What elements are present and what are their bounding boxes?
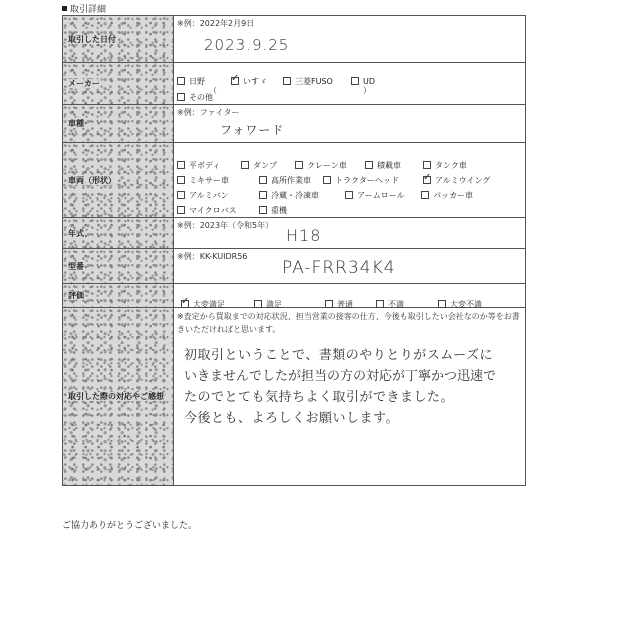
section-title: 取引詳細 [70,5,107,15]
field-impression[interactable] [174,308,526,486]
check-mark-icon: ✓ [423,172,432,183]
check-mark-icon: ✓ [181,296,190,307]
example-type: ※例：KK-KUIDR56 [177,252,248,261]
field-date[interactable] [174,16,526,63]
row-year [63,218,526,249]
impression-line: いきませんでしたが担当の方の対応が丁寧かつ迅速で [184,369,497,384]
option-body-microbus[interactable]: マイクロバス [177,205,259,216]
impression-line: たのでとても気持ちよく取引ができました。 [184,390,455,405]
option-body-mixer[interactable]: ミキサー車 [177,175,259,186]
other-paren-close: ） [363,86,371,95]
value-type: PA-FRR34K4 [282,258,396,278]
option-body-aerial[interactable]: 高所作業車 [259,175,323,186]
row-maker [63,63,526,105]
row-date [63,16,526,63]
option-maker-hino[interactable]: 日野 [177,76,231,87]
body-options-line4 [177,198,287,217]
checkbox[interactable] [259,206,267,214]
option-rating-neutral[interactable]: 普通 [325,299,376,310]
option-body-packer[interactable]: パッカー車 [421,190,473,201]
checkbox[interactable] [177,206,185,214]
option-body-heavy-machinery[interactable]: 重機 [259,205,287,216]
field-body [174,143,526,218]
row-type [63,249,526,284]
option-body-aluminum-van[interactable]: アルミバン [177,190,259,201]
section-header [62,2,106,15]
impression-line: 初取引ということで、書類のやりとりがスムーズに [184,348,493,363]
transaction-detail-form [62,15,526,486]
field-type[interactable] [174,249,526,284]
option-body-carrier[interactable]: 積載車 [365,160,423,171]
label-rating: 評価 [63,284,174,308]
option-body-tractor[interactable]: トラクターヘッド [323,175,423,186]
option-maker-mitsubishi[interactable]: 三菱FUSO [283,76,351,87]
option-body-tank[interactable]: タンク車 [423,160,467,171]
checkbox[interactable] [177,77,185,85]
checkbox[interactable] [283,77,291,85]
checkbox[interactable] [177,93,185,101]
check-mark-icon: ✓ [231,73,240,84]
option-body-crane[interactable]: クレーン車 [295,160,365,171]
option-maker-isuzu[interactable]: ✓ いすゞ [231,73,267,86]
example-date: ※例：2022年2月9日 [177,19,255,28]
impression-instruction: ※査定から買取までの対応状況、担当営業の接客の仕方、今後も取引したい会社なのか等をお書きいただければと思います。 [177,312,520,334]
row-rating [63,284,526,308]
value-year: H18 [286,226,322,245]
option-rating-very-unsatisfied[interactable]: 大変不満 [438,299,482,310]
label-model: 車種 [63,105,174,143]
option-body-dump[interactable]: ダンプ [241,160,295,171]
row-impression [63,308,526,486]
option-body-refrigerated[interactable]: 冷蔵・冷凍車 [259,190,345,201]
field-rating [174,284,526,308]
row-model [63,105,526,143]
impression-line: 今後とも、よろしくお願いします。 [184,411,399,426]
footer-thanks: ご協力ありがとうございました。 [62,521,198,531]
other-paren-open: （ [209,86,217,95]
label-impression: 取引した際の対応やご感想 [63,308,174,486]
value-model: フォワード [220,123,285,137]
option-rating-unsatisfied[interactable]: 不満 [376,299,438,310]
option-body-armroll[interactable]: アームロール [345,190,421,201]
checkbox-checked[interactable] [231,73,240,85]
label-date: 取引した日付 [63,16,174,63]
option-maker-other[interactable]: その他 [177,92,213,103]
option-rating-very-satisfied[interactable]: ✓ 大変満足 [181,296,225,309]
option-body-aluminum-wing[interactable]: ✓ アルミウイング [423,172,491,185]
checkbox[interactable] [345,191,353,199]
example-model: ※例：ファイター [177,108,240,117]
value-date: 2023.9.25 [204,36,290,54]
checkbox[interactable] [421,191,429,199]
field-model[interactable] [174,105,526,143]
row-body [63,143,526,218]
label-maker: メーカー [63,63,174,105]
label-year: 年式 [63,218,174,249]
option-maker-ud[interactable]: UD [351,77,375,86]
maker-options-line2 [177,85,377,104]
square-bullet-icon [62,6,67,11]
label-type: 型番 [63,249,174,284]
field-maker [174,63,526,105]
checkbox[interactable] [351,77,359,85]
impression-text [184,345,496,429]
label-body: 車両（形状） [63,143,174,218]
field-year[interactable] [174,218,526,249]
option-body-flat[interactable]: 平ボディ [177,160,241,171]
example-year: ※例：2023年（令和5年） [177,221,274,230]
option-rating-satisfied[interactable]: 満足 [254,299,325,310]
